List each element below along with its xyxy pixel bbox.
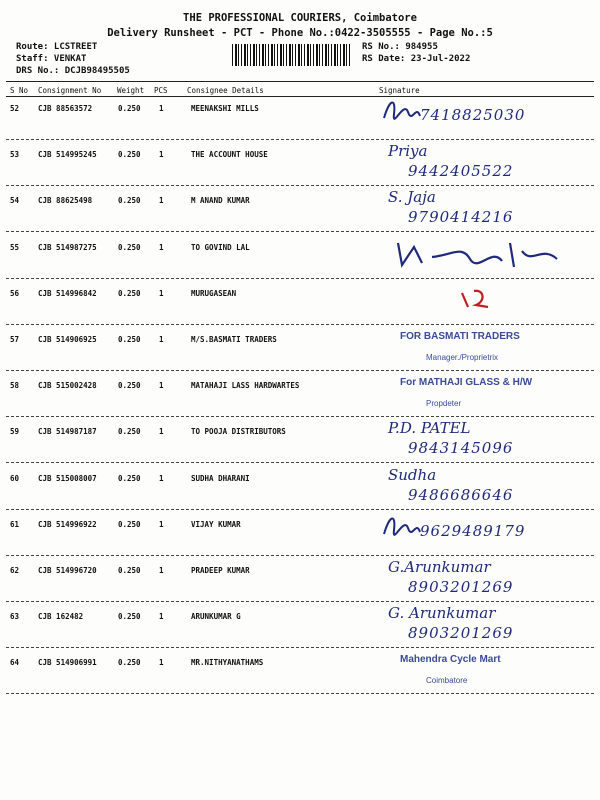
signature-phone: 9790414216 — [408, 208, 514, 227]
pcs-value: 1 — [159, 658, 164, 668]
weight-value: 0.250 — [118, 566, 141, 575]
consignment-number: CJB 514906991 — [38, 658, 97, 668]
table-row — [0, 331, 600, 381]
consignee-name: M ANAND KUMAR — [191, 196, 250, 206]
table-row — [0, 289, 600, 335]
drs-number: DRS No.: DCJB98495505 — [16, 66, 130, 76]
col-weight: Weight — [117, 86, 145, 95]
row-divider — [6, 324, 594, 325]
consignee-name: VIJAY KUMAR — [191, 519, 241, 529]
row-divider — [6, 647, 594, 648]
weight-value: 0.250 — [118, 335, 141, 344]
weight-value: 0.250 — [118, 242, 141, 252]
pcs-value: 1 — [159, 242, 164, 252]
signature-phone: 9843145096 — [408, 439, 514, 458]
row-divider — [6, 555, 594, 556]
row-divider — [6, 416, 594, 417]
consignment-number: CJB 515008007 — [38, 473, 97, 483]
col-consignment: Consignment No — [38, 86, 102, 95]
signature-phone: 9486686646 — [408, 485, 514, 504]
weight-value: 0.250 — [118, 196, 141, 206]
consignment-number: CJB 514995245 — [38, 150, 97, 160]
table-row — [0, 104, 600, 150]
pcs-value: 1 — [159, 196, 164, 206]
rs-date: RS Date: 23-Jul-2022 — [362, 54, 471, 64]
pcs-value: 1 — [159, 566, 164, 575]
weight-value: 0.250 — [118, 519, 141, 529]
serial-number: 59 — [10, 427, 20, 437]
row-divider — [6, 509, 594, 510]
weight-value: 0.250 — [118, 658, 141, 668]
pcs-value: 1 — [159, 288, 164, 298]
weight-value: 0.250 — [118, 104, 141, 113]
consignee-name: SUDHA DHARANI — [191, 473, 250, 483]
serial-number: 61 — [10, 519, 20, 529]
consignment-number: CJB 514996842 — [38, 288, 97, 298]
consignment-number: CJB 515002428 — [38, 381, 97, 391]
serial-number: 57 — [10, 335, 20, 344]
stamp-subtext: Coimbatore — [426, 676, 468, 686]
stamp-subtext: Propdeter — [426, 399, 462, 409]
table-row — [0, 419, 600, 473]
consignee-name: ARUNKUMAR G — [191, 612, 241, 622]
signature-phone: 9442405522 — [408, 162, 514, 181]
serial-number: 62 — [10, 566, 20, 575]
signature-phone: 8903201269 — [408, 578, 514, 596]
signature-phone: 9629489179 — [420, 521, 526, 540]
col-pcs: PCS — [154, 86, 168, 95]
weight-value: 0.250 — [118, 381, 141, 391]
row-divider — [6, 601, 594, 602]
pcs-value: 1 — [159, 150, 164, 160]
weight-value: 0.250 — [118, 427, 141, 437]
pcs-value: 1 — [159, 427, 164, 437]
signature-name: G. Arunkumar — [388, 604, 496, 623]
table-row — [0, 188, 600, 242]
consignment-number: CJB 514996922 — [38, 519, 97, 529]
table-row — [0, 604, 600, 658]
row-divider — [6, 185, 594, 186]
serial-number: 54 — [10, 196, 20, 206]
pcs-value: 1 — [159, 381, 164, 391]
header-bottom-rule — [6, 96, 594, 97]
consignment-number: CJB 514996720 — [38, 566, 97, 575]
rs-number: RS No.: 984955 — [362, 42, 438, 52]
table-row — [0, 465, 600, 520]
signature-name: G.Arunkumar — [388, 558, 491, 576]
consignee-name: PRADEEP KUMAR — [191, 566, 250, 575]
table-row — [0, 243, 600, 289]
consignee-name: THE ACCOUNT HOUSE — [191, 150, 268, 160]
consignee-name: MR.NITHYANATHAMS — [191, 658, 264, 668]
weight-value: 0.250 — [118, 473, 141, 483]
consignee-name: MEENAKSHI MILLS — [191, 104, 259, 113]
table-row — [0, 142, 600, 196]
consignment-number: CJB 514987275 — [38, 242, 97, 252]
weight-value: 0.250 — [118, 288, 141, 298]
runsheet-title: THE PROFESSIONAL COURIERS, Coimbatore — [183, 12, 417, 24]
stamp-text: FOR BASMATI TRADERS — [400, 331, 520, 342]
serial-number: 55 — [10, 242, 20, 252]
serial-number: 63 — [10, 612, 20, 622]
pcs-value: 1 — [159, 519, 164, 529]
stamp-text: Mahendra Cycle Mart — [400, 654, 501, 666]
consignee-name: MATAHAJI LASS HARDWARTES — [191, 381, 300, 391]
signature-scribble — [392, 283, 572, 317]
staff-label: Staff: VENKAT — [16, 54, 87, 64]
signature-scribble — [380, 96, 424, 126]
serial-number: 60 — [10, 473, 20, 483]
consignment-number: CJB 88625498 — [38, 196, 93, 206]
row-divider — [6, 693, 594, 694]
signature-scribble — [380, 512, 424, 542]
serial-number: 64 — [10, 658, 20, 668]
pcs-value: 1 — [159, 473, 164, 483]
header-top-rule — [6, 81, 594, 82]
stamp-text: For MATHAJI GLASS & H/W — [400, 377, 533, 389]
serial-number: 53 — [10, 150, 20, 160]
col-consignee: Consignee Details — [187, 86, 264, 95]
signature-phone: 8903201269 — [408, 624, 514, 643]
consignee-name: M/S.BASMATI TRADERS — [191, 335, 277, 344]
serial-number: 58 — [10, 381, 20, 391]
col-sno: S No — [10, 86, 29, 95]
row-divider — [6, 139, 594, 140]
consignee-name: TO POOJA DISTRIBUTORS — [191, 427, 286, 437]
row-divider — [6, 278, 594, 279]
consignee-name: TO GOVIND LAL — [191, 242, 250, 252]
pcs-value: 1 — [159, 612, 164, 622]
table-row — [0, 654, 600, 704]
stamp-subtext: Manager./Proprietrix — [426, 353, 499, 362]
consignee-name: MURUGASEAN — [191, 288, 237, 298]
signature-name: P.D. PATEL — [388, 419, 471, 438]
consignment-number: CJB 514987187 — [38, 427, 97, 437]
route-label: Route: LCSTREET — [16, 42, 98, 52]
pcs-value: 1 — [159, 104, 164, 113]
signature-name: Sudha — [388, 465, 437, 484]
table-row — [0, 558, 600, 612]
weight-value: 0.250 — [118, 612, 141, 622]
serial-number: 52 — [10, 104, 20, 113]
table-row — [0, 520, 600, 566]
runsheet-barcode — [232, 44, 352, 66]
pcs-value: 1 — [159, 335, 164, 344]
weight-value: 0.250 — [118, 150, 141, 160]
signature-scribble — [392, 237, 572, 271]
col-signature: Signature — [379, 86, 420, 95]
signature-phone: 7418825030 — [420, 106, 526, 124]
consignment-number: CJB 162482 — [38, 612, 84, 622]
row-divider — [6, 370, 594, 371]
row-divider — [6, 231, 594, 232]
runsheet-subtitle: Delivery Runsheet - PCT - Phone No.:0422-3505555 - Page No.:5 — [107, 27, 493, 39]
consignment-number: CJB 88563572 — [38, 104, 93, 113]
row-divider — [6, 462, 594, 463]
serial-number: 56 — [10, 288, 20, 298]
signature-name: S. Jaja — [388, 188, 436, 207]
signature-name: Priya — [388, 142, 428, 161]
consignment-number: CJB 514906925 — [38, 335, 97, 344]
table-row — [0, 377, 600, 427]
